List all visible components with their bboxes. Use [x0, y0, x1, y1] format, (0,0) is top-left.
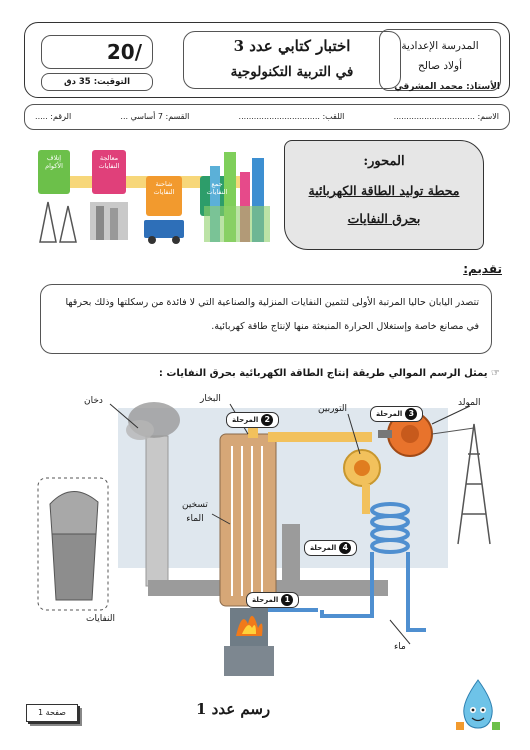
- label-smoke: دخان: [84, 396, 103, 406]
- intro-text-box: [40, 284, 492, 354]
- topic-box: [284, 140, 484, 250]
- class-field[interactable]: القسم: 7 أساسي ...: [120, 112, 190, 121]
- topic-title: محطة توليد الطاقة الكهربائية: [308, 183, 460, 198]
- exam-title-box: [183, 31, 401, 89]
- label-turbine: التوربين: [318, 404, 348, 414]
- mascot-drop-icon: [452, 676, 504, 732]
- topic-label: المحور:: [363, 154, 405, 169]
- stage-4-badge: 4المرحلة: [304, 540, 357, 556]
- stage-1-badge: 1المرحلة: [246, 592, 299, 608]
- label-steam: البخار: [200, 394, 221, 404]
- exam-subject: في التربية التكنولوجية: [230, 64, 354, 80]
- power-plant-diagram: [22, 384, 516, 684]
- cycle-step-1: إتلاف الأكوام: [45, 154, 63, 170]
- pointer-icon: ☞: [487, 368, 500, 379]
- label-waste: النفايات: [86, 614, 115, 624]
- intro-text: تتصدر اليابان حاليا المرتبة الأولى لتثمين النفايات المنزلية والصناعية التي لا فائدة من رسكلتها وذلك بحرقها في مصانع خاصة وإستغلال الحرارة المنبعثة منها لإنتاج طاقة كهربائية.: [65, 297, 479, 332]
- teacher-label: الأستاذ: محمد المشرقي: [394, 82, 500, 92]
- waste-cycle-figure: [34, 146, 274, 246]
- name-field[interactable]: الاسم: ................................: [393, 112, 499, 121]
- score-box: 20/: [41, 35, 153, 69]
- stage-3-badge: 3المرحلة: [370, 406, 423, 422]
- cycle-step-2: معالجة النفايات: [98, 154, 120, 170]
- stage-2-badge: 2المرحلة: [226, 412, 279, 428]
- figure-caption: رسم عدد 1: [196, 700, 271, 718]
- label-water: ماء: [394, 642, 406, 652]
- exam-title: اختبار كتابي عدد 3: [233, 37, 351, 55]
- school-town: أولاد صالح: [417, 60, 463, 72]
- intro-label: تقديم:: [463, 262, 502, 276]
- topic-subtitle: بحرق النفايات: [347, 211, 421, 226]
- diagram-caption: ☞ يمثل الرسم الموالي طريقة إنتاج الطاقة الكهربائية بحرق النفايات :: [158, 368, 500, 379]
- student-info-row: [24, 104, 510, 130]
- label-generator: المولد: [458, 398, 481, 408]
- page-number: صفحة 1: [26, 704, 78, 722]
- label-water-heating: تسخين الماء: [182, 500, 208, 524]
- time-label: التوقيت: 35 دق: [41, 73, 153, 91]
- cycle-step-4: جمع النفايات: [206, 180, 228, 196]
- surname-field[interactable]: اللقب: ................................: [238, 112, 345, 121]
- cycle-step-3: شاحنة النفايات: [153, 180, 175, 196]
- school-name: المدرسة الإعدادية: [401, 40, 479, 52]
- number-field[interactable]: الرقم: .....: [35, 112, 72, 121]
